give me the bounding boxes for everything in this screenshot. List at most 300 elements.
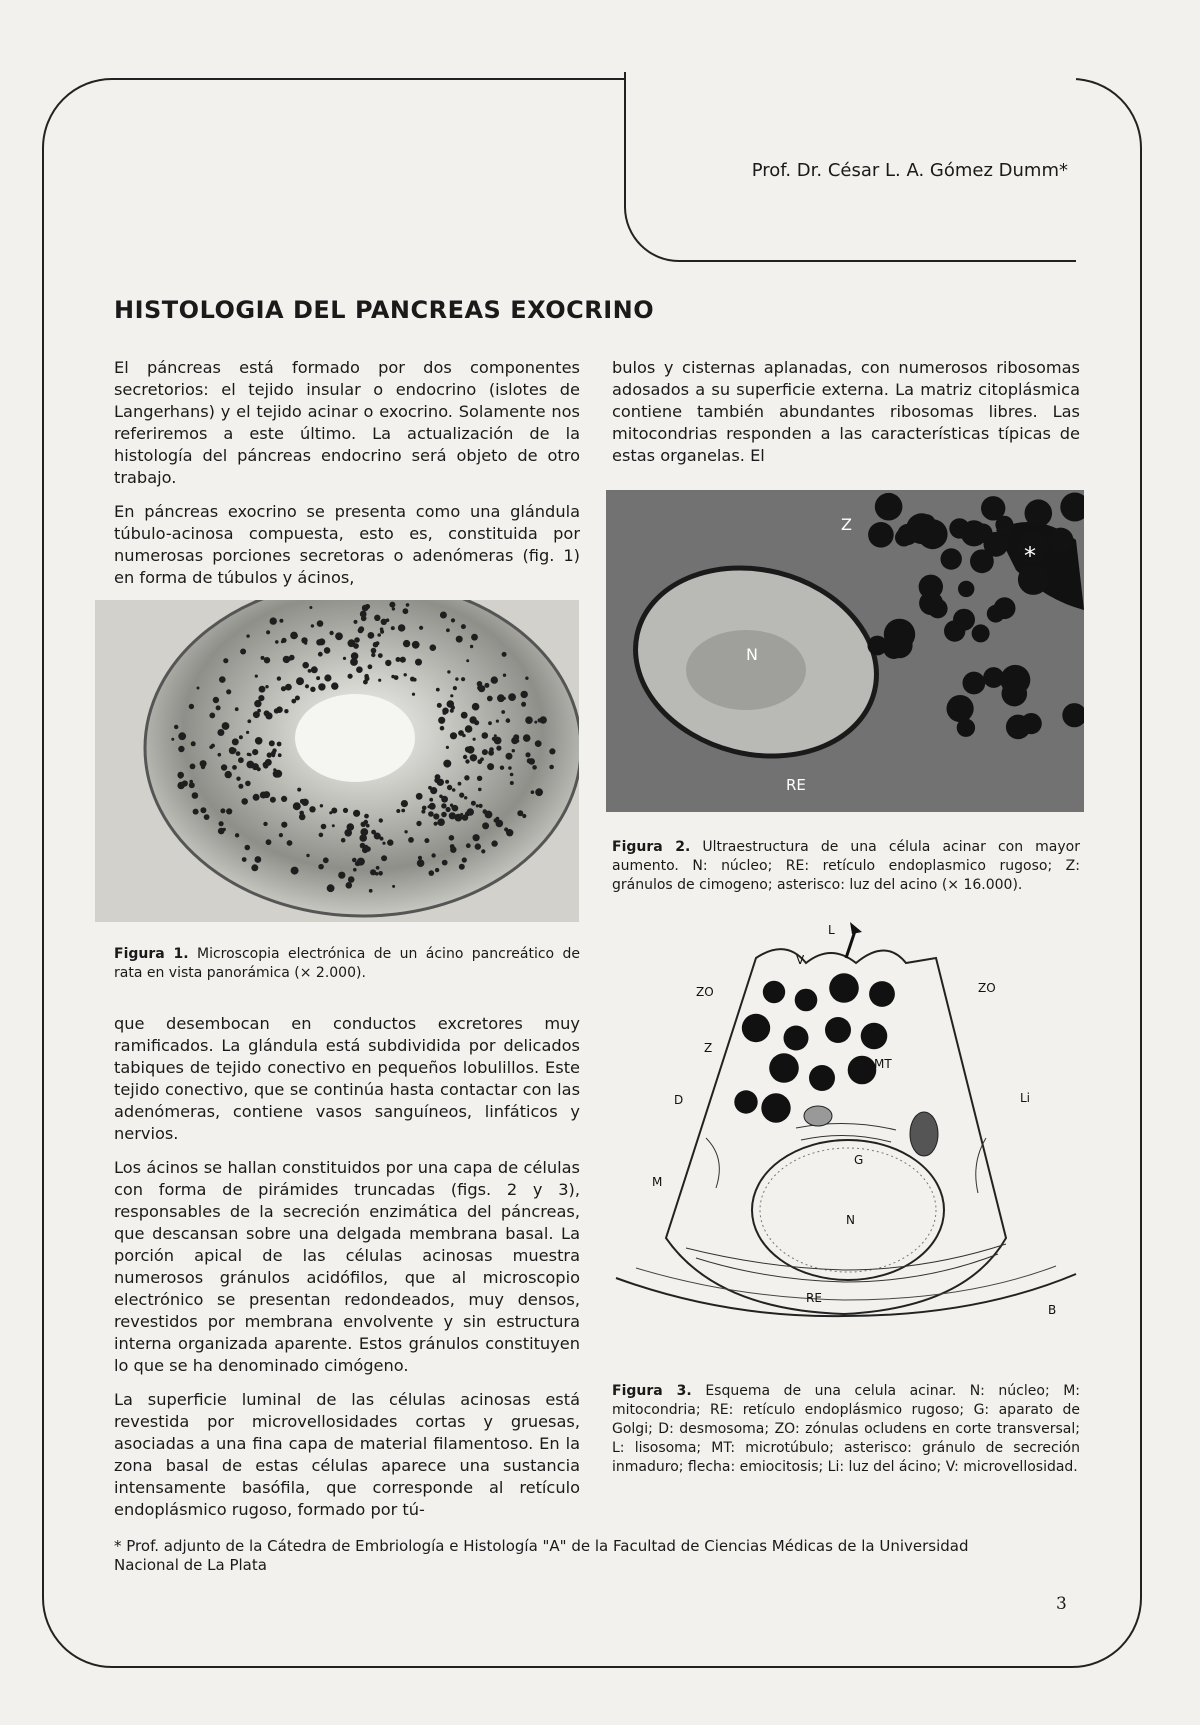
texture-dot <box>193 809 199 815</box>
texture-dot <box>346 882 353 889</box>
texture-dot <box>318 864 324 870</box>
texture-dot <box>429 803 436 810</box>
texture-dot <box>461 677 465 681</box>
texture-dot <box>809 1065 835 1091</box>
texture-dot <box>329 811 332 814</box>
texture-dot <box>508 766 512 770</box>
texture-dot <box>222 722 230 730</box>
texture-dot <box>961 520 987 546</box>
texture-dot <box>506 718 511 723</box>
texture-dot <box>305 684 309 688</box>
texture-dot <box>484 683 489 688</box>
texture-dot <box>238 784 243 789</box>
texture-dot <box>217 729 224 736</box>
texture-dot <box>253 794 260 801</box>
texture-dot <box>400 657 406 663</box>
texture-dot <box>437 818 445 826</box>
texture-dot <box>323 857 329 863</box>
texture-dot <box>473 738 476 741</box>
figure-1-label: Figura 1. <box>114 946 189 962</box>
texture-dot <box>510 773 514 777</box>
texture-dot <box>475 843 481 849</box>
texture-dot <box>521 691 528 698</box>
figure-3-text: Esquema de una celula acinar. N: núcleo; M: mitocondria; RE: retículo endoplásmico rugoso; G: aparato de Golgi; D: desmosoma; ZO: zónulas ocludens en corte transversal; L: lisosoma; MT: microtúbulo; asterisco: gránulo de secreción inmaduro; flecha: emiocitosis; Li: luz del ácino; V: microvellosidad. <box>612 1383 1081 1475</box>
texture-dot <box>502 652 507 657</box>
texture-dot <box>496 720 499 723</box>
texture-dot <box>220 808 225 813</box>
texture-dot <box>469 716 476 723</box>
texture-dot <box>462 814 468 820</box>
texture-dot <box>416 793 423 800</box>
texture-dot <box>451 705 455 709</box>
texture-dot <box>361 822 366 827</box>
texture-dot <box>510 781 514 785</box>
texture-dot <box>341 838 346 843</box>
texture-dot <box>318 652 323 657</box>
texture-dot <box>452 788 456 792</box>
texture-dot <box>464 796 467 799</box>
texture-dot <box>941 548 962 569</box>
texture-dot <box>438 717 445 724</box>
texture-dot <box>319 833 324 838</box>
texture-dot <box>461 624 466 629</box>
texture-dot <box>449 812 456 819</box>
texture-dot <box>403 608 409 614</box>
texture-dot <box>293 802 301 810</box>
texture-dot <box>368 664 373 669</box>
texture-dot <box>987 605 1005 623</box>
texture-dot <box>429 798 433 802</box>
texture-dot <box>331 683 336 688</box>
texture-dot <box>494 737 502 745</box>
figure-2-text: Ultraestructura de una célula acinar con mayor aumento. N: núcleo; RE: retículo endoplasmico rugoso; Z: gránulos de cimogeno; asterisco: luz del acino (× 16.000). <box>612 839 1080 893</box>
texture-dot <box>246 731 249 734</box>
texture-dot <box>218 753 222 757</box>
paragraph: La superficie luminal de las células acinosas está revestida por microvellosidades cortas y gruesas, asociadas a una fina capa de material filamentoso. En la zona basal de estas células aparece una sustancia intensamente basófila, que corresponde al retículo endoplásmico rugoso, formado por tú- <box>114 1390 580 1519</box>
texture-dot <box>311 666 318 673</box>
texture-dot <box>478 685 485 692</box>
texture-dot <box>332 824 335 827</box>
texture-dot <box>254 700 261 707</box>
texture-dot <box>482 749 488 755</box>
texture-dot <box>471 634 478 641</box>
texture-dot <box>461 712 468 719</box>
texture-dot <box>528 758 535 765</box>
texture-dot <box>232 738 239 745</box>
texture-dot <box>412 693 415 696</box>
texture-dot <box>381 855 387 861</box>
texture-dot <box>225 771 232 778</box>
texture-dot <box>508 693 516 701</box>
texture-dot <box>947 695 974 722</box>
texture-dot <box>348 876 355 883</box>
texture-dot <box>459 864 465 870</box>
texture-dot <box>500 766 504 770</box>
texture-dot <box>462 857 467 862</box>
texture-dot <box>957 719 975 737</box>
texture-dot <box>479 804 483 808</box>
texture-dot <box>449 835 455 841</box>
texture-dot <box>197 687 200 690</box>
paragraph: que desembocan en conductos excretores muy ramificados. La glándula está subdividida por delicados tabiques de tejido conectivo en pequeños lobulillos. Este tejido conectivo, que se continúa hasta contactar con las adenómeras, contiene vasos sanguíneos, linfáticos y nervios. <box>114 1014 580 1143</box>
texture-dot <box>525 752 530 757</box>
texture-dot <box>437 779 444 786</box>
texture-dot <box>317 620 324 627</box>
texture-dot <box>371 653 375 657</box>
texture-dot <box>379 818 383 822</box>
fig3-label-l: L <box>828 923 835 937</box>
texture-dot <box>491 676 498 683</box>
texture-dot <box>478 788 482 792</box>
paragraph: En páncreas exocrino se presenta como una glándula túbulo-acinosa compuesta, esto es, constituida por numerosas porciones secretoras o adenómeras (fig. 1) en forma de túbulos y ácinos, <box>114 502 580 587</box>
texture-dot <box>429 870 435 876</box>
texture-dot <box>380 837 384 841</box>
texture-dot <box>324 647 331 654</box>
texture-dot <box>531 790 535 794</box>
texture-dot <box>869 981 895 1007</box>
texture-dot <box>261 656 265 660</box>
texture-dot <box>419 626 423 630</box>
texture-dot <box>211 744 215 748</box>
texture-dot <box>226 689 231 694</box>
texture-dot <box>343 808 348 813</box>
texture-dot <box>178 746 184 752</box>
texture-dot <box>318 683 325 690</box>
texture-dot <box>377 633 381 637</box>
texture-dot <box>178 732 186 740</box>
texture-dot <box>255 737 263 745</box>
texture-dot <box>825 1017 851 1043</box>
texture-dot <box>470 645 473 648</box>
texture-dot <box>362 605 369 612</box>
texture-dot <box>385 660 391 666</box>
texture-dot <box>416 821 421 826</box>
texture-dot <box>200 807 206 813</box>
texture-dot <box>279 619 283 623</box>
texture-dot <box>417 859 425 867</box>
texture-dot <box>1048 528 1074 554</box>
texture-dot <box>277 676 281 680</box>
texture-dot <box>200 760 207 767</box>
texture-dot <box>353 868 357 872</box>
texture-dot <box>467 808 474 815</box>
figure-3-caption <box>612 1382 1080 1477</box>
texture-dot <box>538 718 542 722</box>
fig3-label-re: RE <box>806 1291 822 1305</box>
texture-dot <box>278 753 282 757</box>
texture-dot <box>464 775 469 780</box>
texture-dot <box>238 757 244 763</box>
texture-dot <box>226 808 232 814</box>
texture-dot <box>513 734 519 740</box>
texture-dot <box>761 1093 790 1122</box>
texture-dot <box>265 712 272 719</box>
fig3-label-zo-right: ZO <box>978 981 996 995</box>
texture-dot <box>450 844 455 849</box>
texture-dot <box>257 709 261 713</box>
fig3-label-g: G <box>854 1153 864 1167</box>
texture-dot <box>335 632 343 640</box>
texture-dot <box>216 705 221 710</box>
texture-dot <box>246 634 249 637</box>
page-number: 3 <box>1056 1594 1067 1614</box>
texture-dot <box>418 856 422 860</box>
texture-dot <box>351 652 359 660</box>
texture-dot <box>213 697 219 703</box>
texture-dot <box>267 752 272 757</box>
texture-dot <box>324 674 331 681</box>
paragraph: El páncreas está formado por dos componentes secretorios: el tejido insular o endocrino (islotes de Langerhans) y el tejido acinar o exocrino. Solamente nos referiremos a este último. La actualización de la histología del páncreas endocrino será objeto de otro trabajo. <box>114 358 580 487</box>
texture-dot <box>272 754 276 758</box>
texture-dot <box>441 796 448 803</box>
texture-dot <box>310 687 315 692</box>
texture-dot <box>521 702 526 707</box>
figure-2-image <box>606 490 1084 812</box>
texture-dot <box>338 872 345 879</box>
texture-dot <box>392 885 395 888</box>
texture-dot <box>401 800 408 807</box>
texture-dot <box>422 806 427 811</box>
texture-dot <box>472 703 480 711</box>
texture-dot <box>398 624 405 631</box>
texture-dot <box>255 675 258 678</box>
texture-dot <box>784 1026 809 1051</box>
texture-dot <box>389 602 395 608</box>
texture-dot <box>266 630 270 634</box>
texture-dot <box>431 853 435 857</box>
texture-dot <box>477 776 482 781</box>
texture-dot <box>458 782 462 786</box>
texture-dot <box>189 780 193 784</box>
texture-dot <box>412 641 420 649</box>
texture-dot <box>348 639 356 647</box>
texture-dot <box>1021 713 1042 734</box>
texture-dot <box>255 856 262 863</box>
texture-dot <box>488 721 492 725</box>
texture-dot <box>430 787 437 794</box>
texture-dot <box>300 799 305 804</box>
texture-dot <box>274 770 282 778</box>
texture-dot <box>441 803 446 808</box>
texture-dot <box>171 738 174 741</box>
texture-dot <box>503 674 506 677</box>
fig2-label-z: Z <box>841 515 852 534</box>
texture-dot <box>270 797 276 803</box>
fig3-label-z: Z <box>704 1041 713 1055</box>
texture-dot <box>348 674 353 679</box>
fig2-label-re: RE <box>786 776 806 794</box>
texture-dot <box>221 764 227 770</box>
figure-1-image <box>95 600 579 922</box>
texture-dot <box>403 640 410 647</box>
texture-dot <box>178 774 183 779</box>
texture-dot <box>223 658 228 663</box>
texture-dot <box>229 747 235 753</box>
texture-dot <box>204 814 210 820</box>
texture-dot <box>378 653 383 658</box>
texture-dot <box>443 760 451 768</box>
texture-dot <box>311 624 314 627</box>
texture-dot <box>309 806 315 812</box>
texture-dot <box>408 837 414 843</box>
texture-dot <box>320 804 323 807</box>
texture-dot <box>480 757 484 761</box>
texture-dot <box>364 814 369 819</box>
texture-dot <box>182 780 188 786</box>
texture-dot <box>453 686 457 690</box>
texture-dot <box>263 822 267 826</box>
texture-dot <box>259 686 266 693</box>
texture-dot <box>875 493 903 521</box>
texture-dot <box>485 811 493 819</box>
texture-dot <box>245 781 251 787</box>
texture-dot <box>287 840 293 846</box>
texture-dot <box>363 680 368 685</box>
texture-dot <box>972 624 990 642</box>
texture-dot <box>963 672 986 695</box>
texture-dot <box>795 989 818 1012</box>
fig2-label-n: N <box>746 645 758 664</box>
fig3-label-n: N <box>846 1213 855 1227</box>
texture-dot <box>343 657 346 660</box>
texture-dot <box>481 849 485 853</box>
texture-dot <box>868 522 894 548</box>
texture-dot <box>378 679 381 682</box>
texture-dot <box>316 639 322 645</box>
texture-dot <box>466 843 471 848</box>
texture-dot <box>240 649 246 655</box>
texture-dot <box>421 810 425 814</box>
texture-dot <box>235 833 239 837</box>
texture-dot <box>353 810 360 817</box>
texture-dot <box>958 581 974 597</box>
texture-dot <box>235 707 239 711</box>
texture-dot <box>742 1014 770 1042</box>
texture-dot <box>848 1056 877 1085</box>
texture-dot <box>447 785 452 790</box>
texture-dot <box>247 753 250 756</box>
texture-dot <box>247 719 251 723</box>
texture-dot <box>437 703 442 708</box>
texture-dot <box>476 804 479 807</box>
fig3-label-zo-left: ZO <box>696 985 714 999</box>
fig3-label-mt: MT <box>874 1057 892 1071</box>
texture-dot <box>359 834 367 842</box>
figure-1-text: Microscopia electrónica de un ácino pancreático de rata en vista panorámica (× 2.000). <box>114 946 581 981</box>
texture-dot <box>525 677 528 680</box>
texture-dot <box>352 858 357 863</box>
paragraph: bulos y cisternas aplanadas, con numerosos ribosomas adosados a su superficie externa. La matriz citoplásmica contiene también abundantes ribosomas libres. Las mitocondrias responden a las características típicas de estas organelas. El <box>612 358 1080 465</box>
texture-dot <box>391 626 395 630</box>
fig2-label-asterisk: * <box>1024 542 1036 570</box>
texture-dot <box>297 788 301 792</box>
texture-dot <box>532 765 537 770</box>
texture-dot <box>236 777 240 781</box>
texture-dot <box>401 809 405 813</box>
texture-dot <box>463 755 467 759</box>
texture-dot <box>501 710 505 714</box>
texture-dot <box>219 821 224 826</box>
texture-dot <box>435 868 439 872</box>
texture-dot <box>239 735 243 739</box>
texture-dot <box>470 754 477 761</box>
texture-dot <box>275 640 279 644</box>
paragraph: Los ácinos se hallan constituidos por una capa de células con forma de pirámides truncadas (figs. 2 y 3), responsables de la secreción enzimática del páncreas, que descansan sobre una delgada membrana basal. La porción apical de las células acinosas muestra numerosos gránulos acidófilos, que al microscopio electrónico se presentan redondeados, muy densos, revestidos por membrana envolvente y sin estructura interna organizada aparente. Estos gránulos constituyen lo que se ha denominado cimógeno. <box>114 1158 580 1375</box>
texture-dot <box>296 677 304 685</box>
figure-3-label: Figura 3. <box>612 1383 692 1399</box>
texture-dot <box>263 762 269 768</box>
texture-dot <box>404 830 407 833</box>
texture-dot <box>174 725 178 729</box>
texture-dot <box>232 765 237 770</box>
texture-dot <box>496 820 504 828</box>
texture-dot <box>734 1090 757 1113</box>
texture-dot <box>252 749 258 755</box>
texture-dot <box>415 659 422 666</box>
texture-dot <box>404 673 407 676</box>
texture-dot <box>440 612 447 619</box>
texture-dot <box>918 514 935 531</box>
texture-dot <box>370 869 376 875</box>
texture-dot <box>953 609 975 631</box>
texture-dot <box>364 845 368 849</box>
texture-dot <box>465 759 469 763</box>
texture-dot <box>284 709 288 713</box>
texture-dot <box>277 742 282 747</box>
texture-dot <box>406 603 410 607</box>
texture-dot <box>291 867 299 875</box>
texture-dot <box>446 807 451 812</box>
texture-dot <box>445 780 449 784</box>
texture-dot <box>189 704 194 709</box>
texture-dot <box>371 830 376 835</box>
texture-dot <box>456 636 463 643</box>
texture-dot <box>887 632 913 658</box>
texture-dot <box>299 811 304 816</box>
texture-dot <box>413 678 417 682</box>
texture-dot <box>549 765 554 770</box>
texture-dot <box>219 676 226 683</box>
texture-dot <box>459 793 464 798</box>
texture-dot <box>446 746 449 749</box>
texture-dot <box>364 674 369 679</box>
texture-dot <box>291 699 296 704</box>
footnote: * Prof. adjunto de la Cátedra de Embriología e Histología "A" de la Facultad de Ciencias Médicas de la Universidad Nacional de La Plata <box>114 1537 969 1574</box>
texture-dot <box>1002 681 1028 707</box>
texture-dot <box>283 656 290 663</box>
texture-dot <box>368 632 375 639</box>
texture-dot <box>242 857 247 862</box>
fig3-label-d: D <box>674 1093 684 1107</box>
texture-dot <box>494 734 497 737</box>
fig3-label-v: V <box>796 953 805 967</box>
texture-dot <box>467 746 475 754</box>
texture-dot <box>241 798 248 805</box>
texture-dot <box>428 811 434 817</box>
texture-dot <box>279 833 283 837</box>
texture-dot <box>246 761 254 769</box>
fig3-label-m: M <box>652 1175 663 1189</box>
texture-dot <box>829 973 859 1003</box>
author-name: Prof. Dr. César L. A. Gómez Dumm* <box>751 160 1068 181</box>
texture-dot <box>523 734 531 742</box>
texture-dot <box>270 617 277 624</box>
texture-dot <box>447 670 450 673</box>
texture-dot <box>257 767 261 771</box>
texture-dot <box>763 981 785 1003</box>
texture-dot <box>465 725 473 733</box>
texture-dot <box>482 822 489 829</box>
